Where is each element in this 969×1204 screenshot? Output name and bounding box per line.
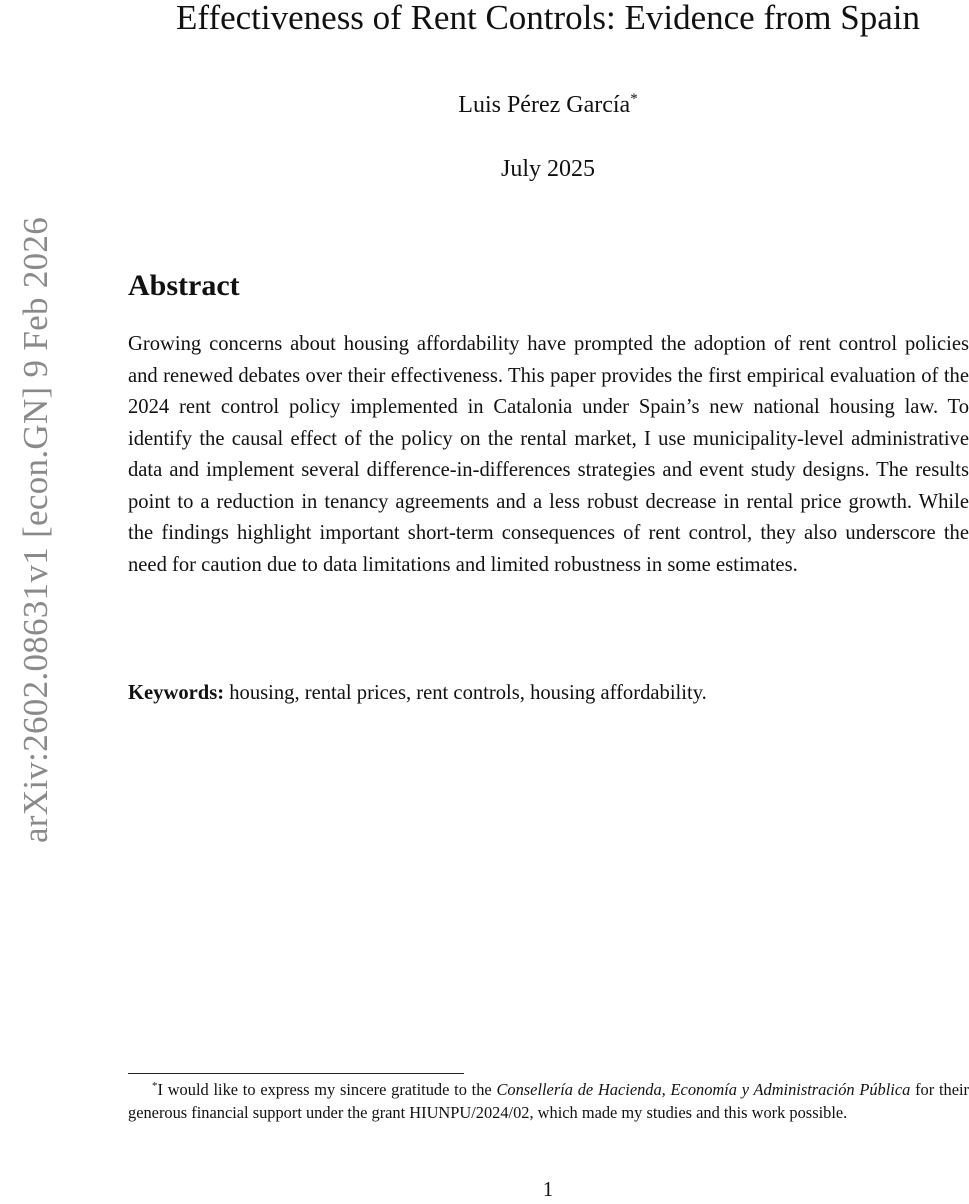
keywords-text: housing, rental prices, rent controls, housing affordability. <box>229 682 707 704</box>
author-name: Luis Pérez García <box>458 92 631 118</box>
paper-date: July 2025 <box>500 156 595 182</box>
footnote-institution: Consellería de Hacienda, Economía y Administración Pública <box>496 1080 911 1099</box>
footnote-marker: * <box>152 1080 158 1092</box>
author-footnote-marker[interactable]: * <box>630 91 638 107</box>
arxiv-identifier-stamp: arXiv:2602.08631v1 [econ.GN] 9 Feb 2026 <box>16 216 55 844</box>
author-line <box>128 88 968 122</box>
keywords-label: Keywords: <box>128 682 225 704</box>
paper-title: Effectiveness of Rent Controls: Evidence from Spain <box>176 0 920 37</box>
footnote-text-start: I would like to express my sincere gratitude to the <box>157 1080 497 1099</box>
abstract-heading: Abstract <box>128 269 240 302</box>
page-number: 1 <box>542 1179 554 1201</box>
keywords-line <box>128 678 969 709</box>
abstract-text: Growing concerns about housing affordability have prompted the adoption of rent control policies and renewed debates over their effectiveness. This paper provides the first empirical evaluation of the 2024 rent control policy implemented in Catalonia under Spain’s new national housing law. To identify the causal effect of the policy on the rental market, I use municipality-level administrative data and implement several difference-in-differences strategies and event study designs. The results point to a reduction in tenancy agreements and a less robust decrease in rental price growth. While the findings highlight important short-term consequences of rent control, they also underscore the need for caution due to data limitations and limited robustness in some estimates. <box>128 333 969 576</box>
footnote-divider <box>128 1073 464 1074</box>
footnote-text-end: for their generous financial support under the grant HIUNPU/2024/02, which made my studies and this work possible. <box>128 1080 969 1122</box>
footnote <box>128 1078 969 1124</box>
